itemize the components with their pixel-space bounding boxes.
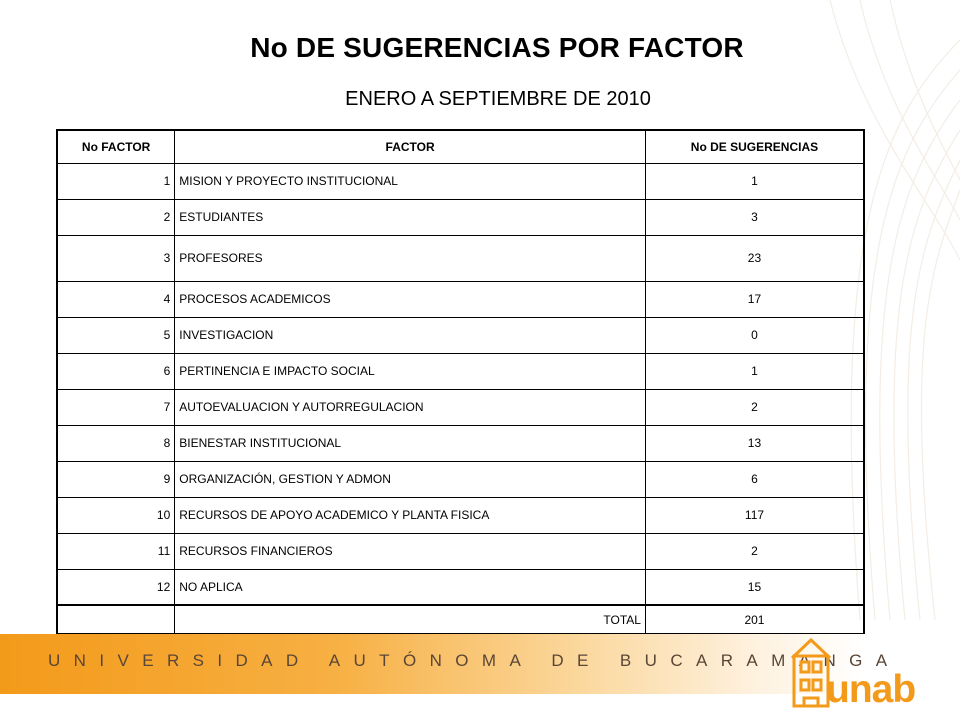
row-count: 6 [645,461,864,497]
table-row [57,425,864,461]
table-header-row [57,130,864,163]
row-factor: RECURSOS DE APOYO ACADEMICO Y PLANTA FISICA [175,497,646,533]
table-total-row [57,605,864,634]
page-title: No DE SUGERENCIAS POR FACTOR [250,32,744,63]
table-row [57,497,864,533]
unab-logo-text: unab [826,668,916,711]
row-number: 2 [57,199,175,235]
table-row [57,317,864,353]
row-number: 5 [57,317,175,353]
row-factor: ESTUDIANTES [175,199,646,235]
row-number: 10 [57,497,175,533]
row-factor: RECURSOS FINANCIEROS [175,533,646,569]
total-label: TOTAL [175,605,646,634]
page-subtitle: ENERO A SEPTIEMBRE DE 2010 [345,88,651,110]
table-row [57,353,864,389]
table-row [57,533,864,569]
row-count: 2 [645,533,864,569]
row-number: 6 [57,353,175,389]
row-number: 1 [57,163,175,199]
row-count: 1 [645,353,864,389]
header-no-factor: No FACTOR [57,130,175,163]
row-factor: BIENESTAR INSTITUCIONAL [175,425,646,461]
row-number: 4 [57,281,175,317]
row-count: 0 [645,317,864,353]
row-factor: INVESTIGACION [175,317,646,353]
table-row [57,461,864,497]
row-number: 3 [57,235,175,281]
row-count: 117 [645,497,864,533]
row-count: 2 [645,389,864,425]
row-factor: PERTINENCIA E IMPACTO SOCIAL [175,353,646,389]
total-value: 201 [645,605,864,634]
header-factor: FACTOR [175,130,646,163]
row-number: 11 [57,533,175,569]
table-row [57,235,864,281]
row-factor: ORGANIZACIÓN, GESTION Y ADMON [175,461,646,497]
row-count: 23 [645,235,864,281]
table-row [57,163,864,199]
row-count: 13 [645,425,864,461]
row-count: 1 [645,163,864,199]
suggestions-table [56,129,865,635]
table-row [57,389,864,425]
row-count: 3 [645,199,864,235]
row-factor: AUTOEVALUACION Y AUTORREGULACION [175,389,646,425]
table-row [57,199,864,235]
table-row [57,281,864,317]
row-number: 9 [57,461,175,497]
row-number: 7 [57,389,175,425]
table-row [57,569,864,605]
row-factor: MISION Y PROYECTO INSTITUCIONAL [175,163,646,199]
total-empty-cell [57,605,175,634]
header-suggestions-count: No DE SUGERENCIAS [645,130,864,163]
university-name: UNIVERSIDAD AUTÓNOMA DE BUCARAMANGA [48,651,901,670]
row-number: 12 [57,569,175,605]
row-factor: PROFESORES [175,235,646,281]
row-count: 17 [645,281,864,317]
row-factor: PROCESOS ACADEMICOS [175,281,646,317]
row-count: 15 [645,569,864,605]
row-number: 8 [57,425,175,461]
row-factor: NO APLICA [175,569,646,605]
